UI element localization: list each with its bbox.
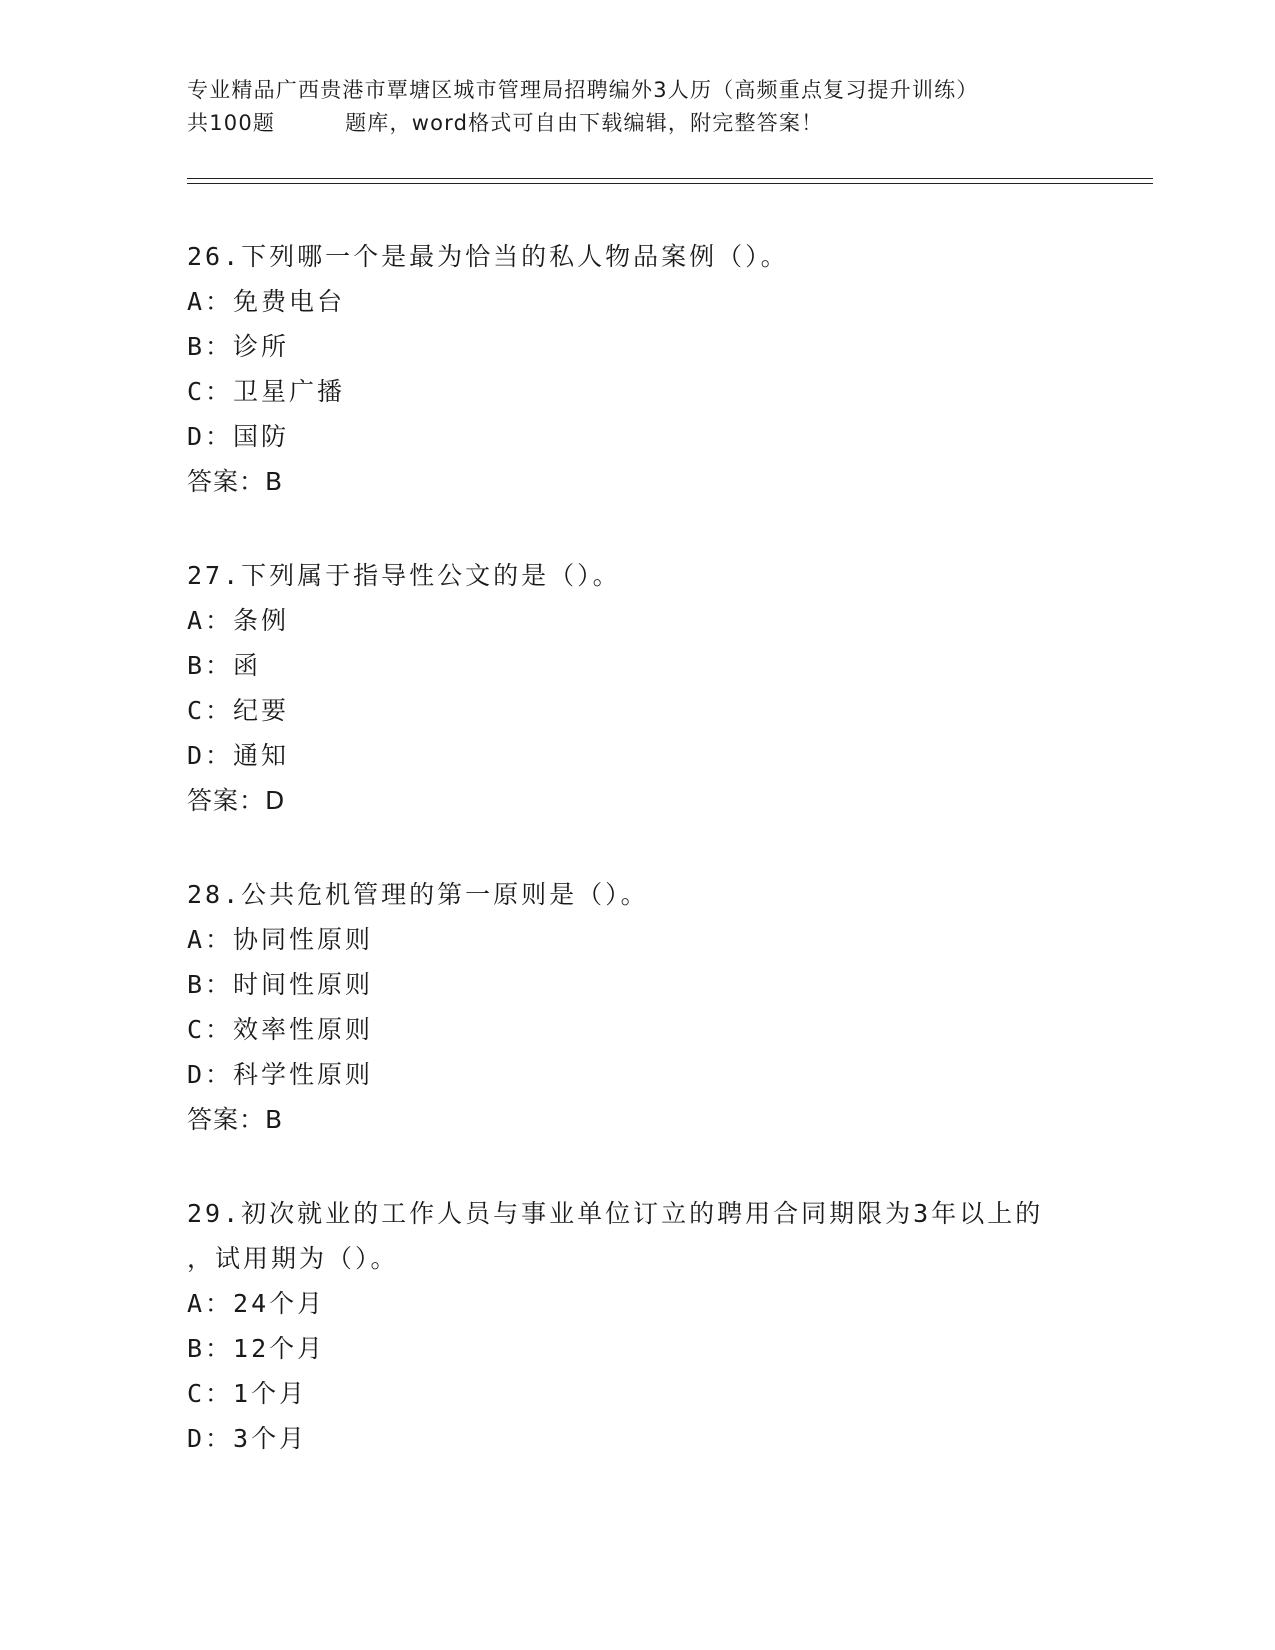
header-question-count: 共100题 [187,111,276,135]
option-b: B：函 [187,651,262,680]
option-c: C：卫星广播 [187,377,346,406]
option-d: D：国防 [187,422,290,451]
option-d: D：通知 [187,741,290,770]
header-divider-top [187,178,1153,179]
question-29 [187,1191,1087,1461]
question-26 [187,234,1087,504]
header-description: 题库，word格式可自由下载编辑，附完整答案！ [345,111,824,135]
question-stem: 28.公共危机管理的第一原则是（）。 [187,880,649,909]
option-c: C：纪要 [187,696,290,725]
answer: 答案：D [187,786,286,815]
option-a: A：24个月 [187,1289,326,1318]
option-c: C：效率性原则 [187,1015,374,1044]
option-b: B：12个月 [187,1334,326,1363]
question-stem: 27.下列属于指导性公文的是（）。 [187,561,621,590]
answer: 答案：B [187,1105,284,1134]
document-header [187,74,1087,140]
header-title-line: 专业精品广西贵港市覃塘区城市管理局招聘编外3人历（高频重点复习提升训练） [187,78,979,102]
question-stem-line-2: ，试用期为（）。 [187,1244,399,1273]
header-subtitle-line [187,107,1087,140]
option-a: A：免费电台 [187,287,346,316]
option-d: D：3个月 [187,1424,308,1453]
option-b: B：诊所 [187,332,290,361]
answer: 答案：B [187,467,284,496]
option-a: A：条例 [187,606,290,635]
question-stem: 26.下列哪一个是最为恰当的私人物品案例（）。 [187,242,789,271]
option-a: A：协同性原则 [187,925,374,954]
header-divider-bottom [187,183,1153,184]
question-stem-line-1: 29.初次就业的工作人员与事业单位订立的聘用合同期限为3年以上的 [187,1199,1044,1228]
option-b: B：时间性原则 [187,970,374,999]
question-27 [187,553,1087,823]
question-28 [187,872,1087,1142]
option-c: C：1个月 [187,1379,308,1408]
option-d: D：科学性原则 [187,1060,374,1089]
